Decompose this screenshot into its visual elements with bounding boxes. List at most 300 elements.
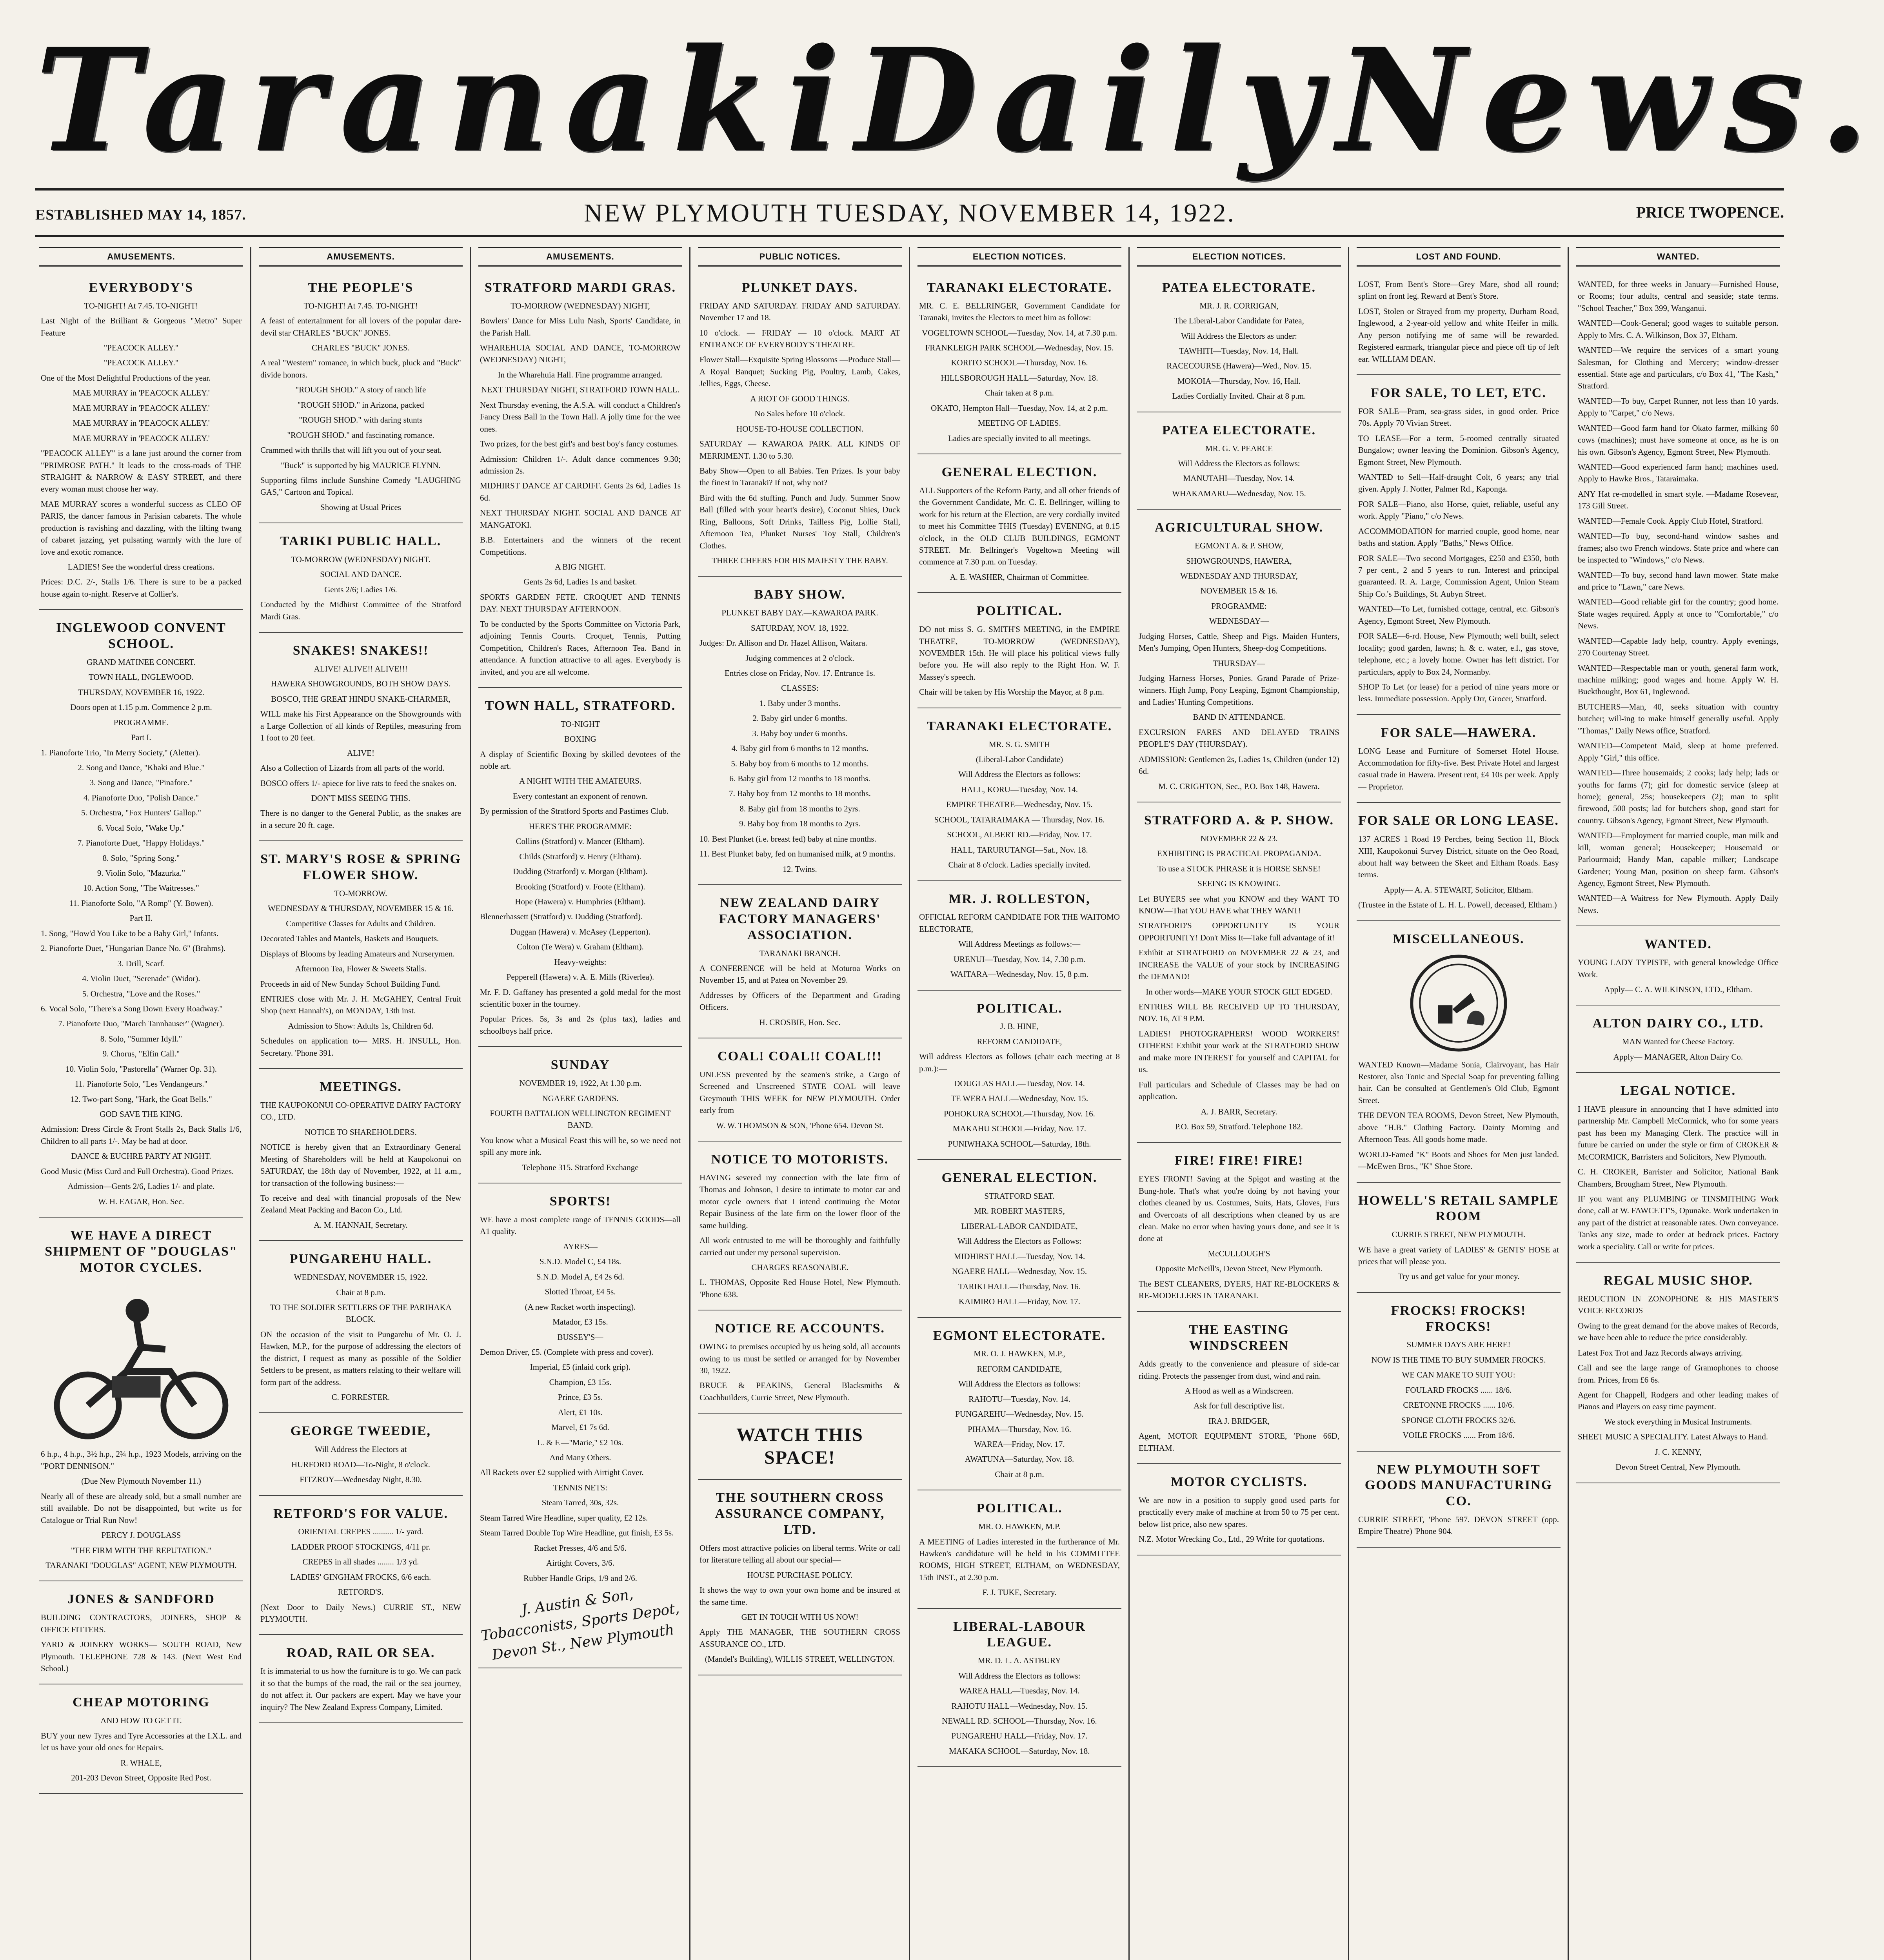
- ad-text-line: Apply THE MANAGER, THE SOUTHERN CROSS ASSURANCE CO., LTD.: [699, 1627, 900, 1649]
- ad-text-line: A. J. BARR, Secretary.: [1201, 1107, 1277, 1116]
- ad-text-line: NEXT THURSDAY NIGHT. SOCIAL AND DANCE AT MANGATOKI.: [480, 508, 681, 530]
- advertisement: [917, 458, 1121, 593]
- ad-text-line: RAHOTU HALL—Wednesday, Nov. 15.: [951, 1701, 1088, 1711]
- ad-text-line: Every contestant an exponent of renown.: [512, 791, 648, 801]
- ad-text-line: RACECOURSE (Hawera)—Wed., Nov. 15.: [1166, 361, 1312, 371]
- ad-text-line: TENNIS NETS:: [553, 1483, 608, 1492]
- ad-text-line: UNLESS prevented by the seamen's strike, a Cargo of Screened and Unscreened STATE COAL will leave Greymouth THIS WEEK for NEW PLYMOUTH. Order early from: [699, 1069, 900, 1115]
- ad-heading: FIRE! FIRE! FIRE!: [1174, 1153, 1304, 1168]
- ad-text-line: "ROUGH SHOD." with daring stunts: [299, 415, 423, 425]
- ad-text-line: Exhibit at STRATFORD on NOVEMBER 22 & 23, and INCREASE the VALUE of your stock by INCREASING the DEMAND!: [1139, 948, 1339, 982]
- ad-text-line: It shows the way to own your own home and be insured at the same time.: [699, 1585, 900, 1607]
- ad-text-line: WHAREHUIA SOCIAL AND DANCE, TO-MORROW (WEDNESDAY) NIGHT,: [480, 343, 681, 365]
- ad-text-line: 9. Baby boy from 18 months to 2yrs.: [739, 819, 861, 829]
- ad-text-line: Nearly all of these are already sold, but a small number are still available. Do not be disappointed, but write us for Catalogue or Trial Run Now!: [41, 1491, 242, 1525]
- ad-text-line: TAWHITI—Tuesday, Nov. 14, Hall.: [1179, 346, 1299, 356]
- ad-text-line: 3. Drill, Scarf.: [117, 958, 165, 968]
- ad-text-line: W. H. EAGAR, Hon. Sec.: [98, 1196, 184, 1206]
- ad-text-line: Hope (Hawera) v. Humphries (Eltham).: [515, 897, 646, 906]
- ad-text-line: DO not miss S. G. SMITH'S MEETING, in the EMPIRE THEATRE, TO-MORROW (WEDNESDAY), NOVEMBER 15th. He will place his political views fully before you. He will also reply to the Right Hon. W. F. Massey's speech.: [919, 624, 1120, 682]
- ad-text-line: 9. Violin Solo, "Mazurka.": [97, 868, 185, 878]
- issue-dateline: NEW PLYMOUTH TUESDAY, NOVEMBER 14, 1922.: [584, 199, 1235, 227]
- ad-text-line: The Liberal-Labor Candidate for Patea,: [1174, 316, 1304, 326]
- ad-text-line: "ROUGH SHOD." and fascinating romance.: [287, 430, 434, 440]
- ad-text-line: Apply— A. A. STEWART, Solicitor, Eltham.: [1384, 885, 1533, 895]
- ad-text-line: PUNGAREHU HALL—Friday, Nov. 17.: [951, 1731, 1088, 1741]
- ad-heading: COAL! COAL!! COAL!!!: [718, 1049, 882, 1064]
- column-divider: [1128, 247, 1130, 1960]
- ad-heading: RETFORD'S FOR VALUE.: [273, 1506, 448, 1521]
- ad-text-line: MR. G. V. PEARCE: [1205, 443, 1273, 453]
- advertisement: [1357, 1187, 1561, 1293]
- ad-text-line: Will Address the Electors at: [314, 1445, 407, 1454]
- ad-text-line: 3. Baby boy under 6 months.: [752, 728, 848, 738]
- ad-text-line: 5. Orchestra, "Fox Hunters' Gallop.": [81, 808, 202, 818]
- ad-text-line: Agent, MOTOR EQUIPMENT STORE, 'Phone 66D, ELTHAM.: [1139, 1431, 1339, 1453]
- ad-text-line: PROGRAMME:: [1211, 601, 1267, 611]
- ad-text-line: Chair at 8 o'clock. Ladies specially invited.: [948, 860, 1091, 870]
- ad-heading: LIBERAL-LABOUR LEAGUE.: [953, 1619, 1086, 1650]
- ad-text-line: EXHIBITING IS PRACTICAL PROPAGANDA.: [1157, 849, 1321, 858]
- ad-text-line: BOSCO, THE GREAT HINDU SNAKE-CHARMER,: [271, 694, 451, 704]
- ad-heading: EGMONT ELECTORATE.: [933, 1328, 1106, 1343]
- ad-text-line: EXCURSION FARES AND DELAYED TRAINS PEOPLE'S DAY (THURSDAY).: [1139, 727, 1339, 749]
- ad-text-line: NGAERE GARDENS.: [542, 1093, 619, 1103]
- ad-text-line: (Next Door to Daily News.) CURRIE ST., NEW PLYMOUTH.: [260, 1602, 461, 1624]
- ad-text-line: WAREA—Friday, Nov. 17.: [974, 1439, 1065, 1449]
- ad-text-line: Will Address Meetings as follows:—: [958, 939, 1081, 949]
- ad-text-line: Collins (Stratford) v. Mancer (Eltham).: [516, 837, 645, 846]
- ad-text-line: Chair taken at 8 p.m.: [985, 388, 1054, 398]
- ad-text-line: Opposite McNeill's, Devon Street, New Plymouth.: [1155, 1264, 1323, 1274]
- ad-text-line: Chair will be taken by His Worship the Mayor, at 8 p.m.: [919, 687, 1104, 697]
- ad-text-line: EMPIRE THEATRE—Wednesday, Nov. 15.: [946, 800, 1093, 809]
- ad-text-line: Decorated Tables and Mantels, Baskets and Bouquets.: [260, 934, 439, 944]
- ad-text-line: SUMMER DAYS ARE HERE!: [1406, 1340, 1511, 1350]
- ad-text-line: Part I.: [131, 733, 151, 742]
- ad-text-line: MIDHIRST DANCE AT CARDIFF. Gents 2s 6d, Ladies 1s 6d.: [480, 481, 681, 503]
- column-header: LOST AND FOUND.: [1357, 247, 1561, 267]
- ad-text-line: WANTED—To Let, furnished cottage, central, etc. Gibson's Agency, Egmont Street, New Plymouth.: [1358, 604, 1559, 626]
- advertisement: [39, 1688, 243, 1794]
- ad-text-line: BRUCE & PEAKINS, General Blacksmiths & Coachbuilders, Currie Street, New Plymouth.: [699, 1381, 900, 1402]
- ad-text-line: By permission of the Stratford Sports and Pastimes Club.: [480, 806, 669, 816]
- ad-text-line: Gents 2s 6d, Ladies 1s and basket.: [523, 577, 637, 587]
- ad-text-line: To receive and deal with financial proposals of the New Zealand Meat Packing and Bacon Co., Ltd.: [260, 1193, 461, 1215]
- advertisement: [698, 1417, 902, 1480]
- ad-text-line: 8. Baby girl from 18 months to 2yrs.: [739, 804, 860, 813]
- ad-text-line: Dudding (Stratford) v. Morgan (Eltham).: [513, 867, 648, 877]
- ad-text-line: P.O. Box 59, Stratford. Telephone 182.: [1175, 1122, 1303, 1131]
- ad-text-line: 6. Baby girl from 12 months to 18 months.: [729, 774, 870, 784]
- ad-text-line: "PEACOCK ALLEY.": [104, 358, 179, 368]
- ad-text-line: AWATUNA—Saturday, Nov. 18.: [965, 1454, 1074, 1464]
- ad-text-line: Call and see the large range of Gramophones to choose from. Prices, from £6 6s.: [1578, 1363, 1779, 1385]
- column-divider: [1568, 247, 1569, 1960]
- ad-text-line: Steam Tarred Wire Headline, super quality, £2 12s.: [480, 1513, 648, 1523]
- ad-text-line: PIHAMA—Thursday, Nov. 16.: [968, 1424, 1071, 1434]
- ad-text-line: DANCE & EUCHRE PARTY AT NIGHT.: [71, 1151, 211, 1161]
- ad-text-line: (Mandel's Building), WILLIS STREET, WELLINGTON.: [705, 1654, 895, 1664]
- ad-heading: ST. MARY'S ROSE & SPRING FLOWER SHOW.: [260, 852, 461, 883]
- column-divider: [470, 247, 471, 1960]
- ad-text-line: MEETING OF LADIES.: [978, 418, 1061, 428]
- ad-heading: PATEA ELECTORATE.: [1162, 423, 1316, 437]
- ad-text-line: Doors open at 1.15 p.m. Commence 2 p.m.: [70, 702, 212, 712]
- ad-text-line: Alert, £1 10s.: [558, 1407, 603, 1417]
- ad-text-line: HOUSE-TO-HOUSE COLLECTION.: [736, 424, 863, 434]
- advertisement: [259, 1500, 463, 1635]
- handwritten-signature: J. Austin & Son, Tobacconists, Sports Depot, Devon St., New Plymouth: [480, 1586, 681, 1664]
- advertisement: [917, 1322, 1121, 1491]
- advertisement: [1576, 930, 1780, 1005]
- title-word: News.: [1336, 17, 1884, 183]
- ad-text-line: Apply— MANAGER, Alton Dairy Co.: [1613, 1052, 1743, 1062]
- ad-text-line: 3. Song and Dance, "Pinafore.": [89, 778, 193, 788]
- ad-text-line: Adds greatly to the convenience and pleasure of side-car riding. Protects the passenger from dust, wind and rain.: [1139, 1359, 1339, 1381]
- ad-heading: MR. J. ROLLESTON,: [948, 891, 1090, 906]
- ad-text-line: DOUGLAS HALL—Tuesday, Nov. 14.: [954, 1079, 1085, 1089]
- advertisement: [917, 712, 1121, 881]
- advertisement: [1357, 1297, 1561, 1452]
- ad-text-line: Will Address the Electors as under:: [1181, 331, 1297, 341]
- ad-text-line: SOCIAL AND DANCE.: [320, 570, 402, 579]
- ad-text-line: MR. D. L. A. ASTBURY: [977, 1656, 1061, 1666]
- ad-text-line: POHOKURA SCHOOL—Thursday, Nov. 16.: [944, 1109, 1095, 1118]
- ad-text-line: IF you want any PLUMBING or TINSMITHING Work done, call at W. FAWCETT'S, Opunake. Work undertaken in any part of the district at reasonable rates. Own conveyance. Tanks any size, made to order at bedrock prices. Factory work a speciality. Call or write for prices.: [1578, 1194, 1779, 1251]
- ad-text-line: Admission: Children 1/-. Adult dance commences 9.30; admission 2s.: [480, 454, 681, 475]
- ad-text-line: "PEACOCK ALLEY.": [104, 343, 179, 352]
- ad-text-line: A. E. WASHER, Chairman of Committee.: [950, 572, 1089, 582]
- ad-text-line: TARANAKI BRANCH.: [759, 948, 840, 958]
- ad-text-line: ORIENTAL CREPES .......... 1/- yard.: [298, 1527, 423, 1537]
- ad-text-line: HAWERA SHOWGROUNDS, BOTH SHOW DAYS.: [271, 679, 451, 689]
- ad-text-line: Conducted by the Midhirst Committee of the Stratford Mardi Gras.: [260, 600, 461, 621]
- column-header: AMUSEMENTS.: [259, 247, 463, 267]
- ad-text-line: BUSSEY'S—: [557, 1332, 603, 1342]
- ad-heading: GEORGE TWEEDIE,: [290, 1424, 431, 1439]
- ad-text-line: Devon Street Central, New Plymouth.: [1615, 1462, 1741, 1472]
- ad-text-line: LIBERAL-LABOR CANDIDATE,: [961, 1221, 1078, 1231]
- ad-text-line: 5. Orchestra, "Love and the Roses.": [82, 989, 200, 998]
- advertisement: [698, 1314, 902, 1414]
- ad-text-line: WE CAN MAKE TO SUIT YOU:: [1402, 1370, 1515, 1380]
- ad-text-line: RETFORD'S.: [338, 1587, 384, 1597]
- ad-text-line: 12. Two-part Song, "Hark, the Goat Bells.": [70, 1094, 212, 1104]
- ad-text-line: B.B. Entertainers and the winners of the recent Competitions.: [480, 535, 681, 557]
- ad-text-line: CURRIE STREET, 'Phone 597. DEVON STREET (opp. Empire Theatre) 'Phone 904.: [1358, 1514, 1559, 1536]
- ad-text-line: "THE FIRM WITH THE REPUTATION.": [71, 1545, 212, 1555]
- masthead: [35, 16, 1884, 184]
- ad-text-line: "PEACOCK ALLEY" is a lane just around the corner from "PRIMROSE PATH." It leads to the cross-roads of THE STRAIGHT & NARROW & EASY STREET, and there every woman must choose her way.: [41, 448, 242, 494]
- column-header: AMUSEMENTS.: [39, 247, 243, 267]
- ad-text-line: OKATO, Hempton Hall—Tuesday, Nov. 14, at 2 p.m.: [931, 403, 1108, 413]
- ad-text-line: WANTED Known—Madame Sonia, Clairvoyant, has Hair Restorer, also Tonic and Special Soap for preventing falling hair. Can be consulted at Gentlemen's Old Club, Egmont Street.: [1358, 1060, 1559, 1105]
- ad-text-line: REDUCTION IN ZONOPHONE & HIS MASTER'S VOICE RECORDS: [1578, 1294, 1779, 1316]
- ad-text-line: BUY your new Tyres and Tyre Accessories at the I.X.L. and let us have your old ones for Repairs.: [41, 1731, 242, 1753]
- ad-text-line: OWING to premises occupied by us being sold, all accounts owing to us must be settled or arranged for by November 30, 1922.: [699, 1342, 900, 1375]
- ad-text-line: Proceeds in aid of New Sunday School Building Fund.: [260, 979, 441, 989]
- ad-text-line: NGAERE HALL—Wednesday, Nov. 15.: [952, 1267, 1087, 1276]
- ad-heading: TOWN HALL, STRATFORD.: [485, 698, 676, 713]
- ad-text-line: All Rackets over £2 supplied with Airtight Cover.: [480, 1468, 644, 1477]
- ad-text-line: BAND IN ATTENDANCE.: [1193, 712, 1285, 722]
- ad-text-line: TO-MORROW (WEDNESDAY) NIGHT.: [291, 555, 431, 564]
- ad-text-line: Judges: Dr. Allison and Dr. Hazel Allison, Waitara.: [699, 638, 867, 648]
- ad-heading: THE PEOPLE'S: [308, 280, 414, 295]
- advertisement: [1137, 1316, 1341, 1465]
- ad-text-line: Afternoon Tea, Flower & Sweets Stalls.: [295, 964, 427, 974]
- ad-text-line: No Sales before 10 o'clock.: [754, 409, 845, 419]
- advertisement: [917, 274, 1121, 454]
- ad-text-line: Competitive Classes for Adults and Children.: [286, 918, 436, 928]
- advertisement: [1357, 274, 1561, 375]
- ad-text-line: To use a STOCK PHRASE it is HORSE SENSE!: [1157, 864, 1321, 873]
- ad-heading: WATCH THIS SPACE!: [736, 1425, 863, 1468]
- ad-text-line: LADIES! See the wonderful dress creations.: [67, 562, 215, 572]
- ad-text-line: 2. Pianoforte Duet, "Hungarian Dance No. 6" (Brahms).: [41, 944, 226, 953]
- ad-text-line: BUTCHERS—Man, 40, seeks situation with country butcher; will-ing to make himself generally useful. Apply "Thomas," Daily News office, Stratford.: [1578, 702, 1779, 735]
- ad-text-line: Prices: D.C. 2/-, Stalls 1/6. There is sure to be a packed house again to-night. Reserve at Collier's.: [41, 577, 242, 599]
- advertisement: [39, 1221, 243, 1581]
- ad-text-line: WANTED—To buy, Carpet Runner, not less than 10 yards. Apply to "Carpet," c/o News.: [1578, 396, 1779, 418]
- ad-heading: STRATFORD A. & P. SHOW.: [1144, 813, 1334, 828]
- ad-text-line: Admission to Show: Adults 1s, Children 6d.: [288, 1021, 434, 1031]
- ad-text-line: "Buck" is supported by big MAURICE FLYNN.: [281, 460, 441, 470]
- ad-text-line: 10. Violin Solo, "Pastorella" (Warner Op. 31).: [65, 1064, 217, 1074]
- ad-text-line: NOVEMBER 22 & 23.: [1200, 833, 1278, 843]
- ad-text-line: WANTED—Female Cook. Apply Club Hotel, Stratford.: [1578, 516, 1763, 526]
- advertisement: [698, 1145, 902, 1310]
- ad-text-line: TO-MORROW (WEDNESDAY) NIGHT,: [511, 301, 650, 310]
- ad-text-line: PROGRAMME.: [113, 717, 169, 727]
- ad-text-line: McCULLOUGH'S: [1208, 1249, 1270, 1258]
- ad-text-line: PUNIWHAKA SCHOOL—Saturday, 18th.: [948, 1139, 1091, 1149]
- ad-text-line: WANTED—Three housemaids; 2 cooks; lady help; lads or youths for farms (7); girl for domestic service (sleep at home); general, 25s; housekeepers (2); man to split firewood, 500 posts; lad for butchers shop, good start for country. Gibson's Agency, Egmont Street, New Plymouth.: [1578, 768, 1779, 825]
- ad-text-line: TO-NIGHT! At 7.45. TO-NIGHT!: [303, 301, 418, 310]
- ad-heading: PUNGAREHU HALL.: [289, 1252, 432, 1267]
- ad-text-line: NOW IS THE TIME TO BUY SUMMER FROCKS.: [1371, 1355, 1546, 1365]
- ad-text-line: PUNGAREHU—Wednesday, Nov. 15.: [955, 1409, 1084, 1419]
- advertisement: [1137, 1147, 1341, 1312]
- ad-text-line: GOD SAVE THE KING.: [100, 1109, 183, 1119]
- ad-text-line: Pepperell (Hawera) v. A. E. Mills (Riverlea).: [506, 972, 654, 982]
- ad-text-line: Slotted Throat, £4 5s.: [545, 1287, 616, 1297]
- advertisement: [1576, 1009, 1780, 1073]
- ad-text-line: Mr. F. D. Gaffaney has presented a gold medal for the most scientific boxer in the tourney.: [480, 987, 681, 1009]
- ad-text-line: A display of Scientific Boxing by skilled devotees of the noble art.: [480, 749, 681, 771]
- ad-text-line: ADMISSION: Gentlemen 2s, Ladies 1s, Children (under 12) 6d.: [1139, 754, 1339, 776]
- ad-text-line: WANTED—Good farm hand for Okato farmer, milking 60 cows (machines); must have someone at once, as he is on his own. Gibson's Agency, Egmont Street, New Plymouth.: [1578, 423, 1779, 457]
- ad-text-line: AND HOW TO GET IT.: [100, 1716, 182, 1726]
- ad-text-line: VOGELTOWN SCHOOL—Tuesday, Nov. 14, at 7.30 p.m.: [921, 328, 1117, 338]
- ad-text-line: 6. Vocal Solo, "There's a Song Down Every Roadway.": [41, 1004, 223, 1013]
- ad-text-line: FRANKLEIGH PARK SCHOOL—Wednesday, Nov. 15.: [925, 343, 1114, 352]
- ad-heading: FOR SALE, TO LET, ETC.: [1371, 385, 1546, 400]
- advertisement: [1357, 807, 1561, 921]
- ad-text-line: HURFORD ROAD—To-Night, 8 o'clock.: [291, 1459, 431, 1469]
- ad-text-line: 8. Solo, "Summer Idyll.": [100, 1034, 182, 1044]
- ad-text-line: Rubber Handle Grips, 1/9 and 2/6.: [523, 1573, 637, 1583]
- advertisement: [259, 845, 463, 1069]
- ad-text-line: Baby Show—Open to all Babies. Ten Prizes. Is your baby the finest in Taranaki? If not, why not?: [699, 466, 900, 488]
- ad-text-line: WORLD-Famed "K" Boots and Shoes for Men just landed.—McEwen Bros., "K" Shoe Store.: [1358, 1149, 1559, 1171]
- ad-text-line: Offers most attractive policies on liberal terms. Write or call for literature telling all about our special—: [699, 1543, 900, 1565]
- ad-text-line: IRA J. BRIDGER,: [1208, 1416, 1270, 1426]
- ad-text-line: "ROUGH SHOD." A story of ranch life: [295, 385, 426, 395]
- column-header: ELECTION NOTICES.: [1137, 247, 1341, 267]
- ad-text-line: "ROUGH SHOD." in Arizona, packed: [297, 400, 424, 410]
- ad-text-line: Will Address the Electors as Follows:: [957, 1236, 1081, 1246]
- ad-text-line: TO LEASE—For a term, 5-roomed centrally situated Bungalow; owner leaving the Dominion. Gibson's Agency, Egmont Street, New Plymouth.: [1358, 433, 1559, 467]
- ad-heading: SNAKES! SNAKES!!: [293, 643, 429, 658]
- advertisement: [1137, 514, 1341, 802]
- ad-text-line: J. C. KENNY,: [1655, 1447, 1702, 1457]
- column-6: [1137, 247, 1341, 1960]
- ad-text-line: MR. O. HAWKEN, M.P.: [978, 1522, 1061, 1532]
- ad-heading: STRATFORD MARDI GRAS.: [484, 280, 676, 295]
- ad-heading: THE EASTING WINDSCREEN: [1189, 1322, 1289, 1353]
- ad-text-line: TO-NIGHT! At 7.45. TO-NIGHT!: [84, 301, 198, 310]
- ad-text-line: Ladies Cordially Invited. Chair at 8 p.m.: [1172, 391, 1306, 401]
- ad-heading: POLITICAL.: [976, 1001, 1063, 1016]
- ad-heading: GENERAL ELECTION.: [941, 465, 1097, 480]
- ad-text-line: TO THE SOLDIER SETTLERS OF THE PARIHAKA BLOCK.: [270, 1302, 452, 1324]
- ad-text-line: MAE MURRAY in 'PEACOCK ALLEY.': [73, 433, 210, 443]
- ad-text-line: MOKOIA—Thursday, Nov. 16, Hall.: [1177, 376, 1301, 386]
- ad-text-line: STRATFORD'S OPPORTUNITY IS YOUR OPPORTUNITY! Don't Miss It—Take full advantage of it!: [1139, 921, 1339, 942]
- ad-text-line: A CONFERENCE will be held at Moturoa Works on November 15, and at Patea on November 29.: [699, 963, 900, 985]
- ad-text-line: (A new Racket worth inspecting).: [525, 1302, 636, 1312]
- ad-text-line: Will Address the Electors as follows:: [958, 1671, 1081, 1681]
- ad-heading: THE SOUTHERN CROSS ASSURANCE COMPANY, LTD.: [715, 1490, 885, 1537]
- ad-text-line: Heavy-weights:: [554, 957, 607, 967]
- ad-text-line: In the Wharehuia Hall. Fine programme arranged.: [498, 370, 663, 379]
- ad-text-line: Part II.: [129, 913, 153, 923]
- ad-text-line: 12. Twins.: [783, 864, 817, 874]
- ad-text-line: LADIES! PHOTOGRAPHERS! WOOD WORKERS! OTHERS! Exhibit your work at the STRATFORD SHOW and make more INTEREST for yourself and CAPITAL for us.: [1139, 1029, 1339, 1074]
- ad-heading: POLITICAL.: [976, 604, 1063, 619]
- ad-heading: TARANAKI ELECTORATE.: [927, 719, 1112, 733]
- ad-text-line: We are now in a position to supply good used parts for practically every make of machine at from 50 to 75 per cent. below list price, also new spares.: [1139, 1495, 1339, 1529]
- ad-heading: MOTOR CYCLISTS.: [1170, 1475, 1308, 1490]
- ad-heading: WE HAVE A DIRECT SHIPMENT OF "DOUGLAS" MOTOR CYCLES.: [45, 1228, 238, 1275]
- ad-heading: LEGAL NOTICE.: [1620, 1083, 1736, 1098]
- ad-text-line: WHAKAMARU—Wednesday, Nov. 15.: [1172, 488, 1306, 498]
- advertisement: [39, 614, 243, 1218]
- advertisement: [259, 1073, 463, 1241]
- price-label: PRICE TWOPENCE.: [1636, 203, 1784, 221]
- ad-text-line: KAIMIRO HALL—Friday, Nov. 17.: [959, 1297, 1080, 1307]
- ad-text-line: Will address Electors as follows (chair each meeting at 8 p.m.):—: [919, 1052, 1120, 1073]
- ad-text-line: CHARGES REASONABLE.: [751, 1262, 848, 1272]
- ad-heading: PATEA ELECTORATE.: [1162, 280, 1316, 295]
- ad-text-line: I HAVE pleasure in announcing that I have admitted into partnership Mr. Campbell McCormick, who for some years past has been my Managing Clerk. The practice will in future be carried on under the style or firm of CROKER & McCORMICK, Barristers and Solicitors, New Plymouth.: [1578, 1104, 1779, 1161]
- ad-text-line: NEWALL RD. SCHOOL—Thursday, Nov. 16.: [942, 1716, 1097, 1726]
- ad-text-line: CURRIE STREET, NEW PLYMOUTH.: [1392, 1230, 1526, 1240]
- ad-text-line: Champion, £3 15s.: [549, 1377, 612, 1387]
- ad-text-line: MR. S. G. SMITH: [988, 739, 1050, 749]
- ad-text-line: MAKAKA SCHOOL—Saturday, Nov. 18.: [949, 1746, 1090, 1756]
- ad-text-line: VOILE FROCKS ...... From 18/6.: [1403, 1430, 1515, 1440]
- ad-heading: JONES & SANDFORD: [67, 1592, 215, 1607]
- ad-text-line: Let BUYERS see what you KNOW and they WANT TO KNOW—That YOU HAVE what THEY WANT!: [1139, 894, 1339, 915]
- ad-text-line: Brooking (Stratford) v. Foote (Eltham).: [515, 882, 645, 891]
- ad-text-line: WEDNESDAY & THURSDAY, NOVEMBER 15 & 16.: [267, 904, 454, 913]
- column-4: [698, 247, 902, 1960]
- ad-text-line: 1. Baby under 3 months.: [759, 698, 841, 708]
- ad-text-line: C. FORRESTER.: [331, 1392, 390, 1402]
- advertisement: [1137, 806, 1341, 1143]
- ad-text-line: GET IN TOUCH WITH US NOW!: [741, 1612, 859, 1622]
- ad-text-line: NOVEMBER 19, 1922, At 1.30 p.m.: [519, 1078, 641, 1088]
- ad-text-line: 1. Song, "How'd You Like to be a Baby Girl," Infants.: [41, 928, 219, 938]
- ad-text-line: SHOP To Let (or lease) for a period of nine years more or less. Immediate possession. Apply Orr, Grocer, Stratford.: [1358, 682, 1559, 704]
- ad-text-line: WANTED—To buy, second-hand window sashes and frames; also two French windows. State price and where can be inspected to "Windows," c/o News.: [1578, 531, 1779, 565]
- ad-text-line: GRAND MATINEE CONCERT.: [87, 657, 196, 667]
- advertisement: [1357, 379, 1561, 715]
- ad-text-line: SCHOOL, TATARAIMAKA — Thursday, Nov. 16.: [934, 815, 1105, 824]
- ad-text-line: F. J. TUKE, Secretary.: [982, 1588, 1057, 1597]
- ad-text-line: WILL make his First Appearance on the Showgrounds with a Large Collection of all kinds of Reptiles, measuring from 1 foot to 20 feet.: [260, 709, 461, 743]
- ad-text-line: One of the Most Delightful Productions of the year.: [41, 373, 211, 383]
- ad-text-line: 5. Baby boy from 6 months to 12 months.: [731, 759, 869, 768]
- ad-text-line: MR. J. R. CORRIGAN,: [1199, 301, 1279, 310]
- ad-text-line: MANUTAHI—Tuesday, Nov. 14.: [1183, 474, 1295, 483]
- ad-text-line: WANTED—Competent Maid, sleep at home preferred. Apply "Girl," this office.: [1578, 741, 1779, 762]
- ad-text-line: Demon Driver, £5. (Complete with press and cover).: [480, 1347, 654, 1357]
- advertisement: [478, 692, 682, 1047]
- ad-text-line: HALL, TARURUTANGI—Sat., Nov. 18.: [951, 845, 1088, 855]
- ad-text-line: You know what a Musical Feast this will be, so we need not spill any more ink.: [480, 1135, 681, 1157]
- advertisement: [917, 597, 1121, 708]
- ad-text-line: FOR SALE—Pram, sea-grass sides, in good order. Price 70s. Apply 70 Vivian Street.: [1358, 406, 1559, 428]
- ad-text-line: LOST, From Bent's Store—Grey Mare, shod all round; splint on front leg. Reward at Bent's Store.: [1358, 279, 1559, 301]
- advertisement: [698, 274, 902, 577]
- advertisement: [917, 995, 1121, 1160]
- ad-text-line: WANTED to Sell—Half-draught Colt, 6 years; any trial given. Apply J. Notter, Palmer Rd., Kaponga.: [1358, 472, 1559, 494]
- ad-text-line: N.Z. Motor Wrecking Co., Ltd., 29 Write for quotations.: [1139, 1534, 1325, 1544]
- ad-text-line: And Many Others.: [549, 1453, 611, 1463]
- ad-text-line: THURSDAY—: [1213, 658, 1265, 668]
- ad-text-line: Apply— C. A. WILKINSON, LTD., Eltham.: [1604, 985, 1752, 994]
- ad-heading: SUNDAY: [550, 1058, 610, 1073]
- ad-text-line: A MEETING of Ladies interested in the furtherance of Mr. Hawken's candidature will be held in his COMMITTEE ROOMS, HIGH STREET, ELTHAM, on WEDNESDAY, 15th INST., at 2.30 p.m.: [919, 1537, 1120, 1582]
- ad-text-line: SEEING IS KNOWING.: [1197, 879, 1281, 889]
- ad-text-line: REFORM CANDIDATE,: [977, 1036, 1062, 1046]
- ad-text-line: 8. Solo, "Spring Song.": [102, 853, 180, 863]
- ad-text-line: THE KAUPOKONUI CO-OPERATIVE DAIRY FACTORY CO., LTD.: [260, 1100, 461, 1122]
- ad-heading: MEETINGS.: [320, 1080, 402, 1094]
- ad-heading: BABY SHOW.: [754, 587, 846, 602]
- column-3: [478, 247, 682, 1960]
- ad-text-line: 11. Pianoforte Solo, "A Romp" (Y. Bowen).: [69, 898, 213, 908]
- ad-text-line: MAE MURRAY in 'PEACOCK ALLEY.': [73, 388, 210, 398]
- advertisement: [478, 1051, 682, 1183]
- ad-text-line: MR. O. J. HAWKEN, M.P.,: [974, 1349, 1065, 1359]
- ad-text-line: NOTICE is hereby given that an Extraordinary General Meeting of Shareholders will be held at Kaupokonui on SATURDAY, the 18th day of November, 1922, at 11 a.m., for transaction of the following business:—: [260, 1142, 461, 1188]
- ad-heading: FOR SALE OR LONG LEASE.: [1358, 813, 1559, 828]
- ad-text-line: REFORM CANDIDATE,: [977, 1364, 1062, 1374]
- ad-text-line: It is immaterial to us how the furniture is to go. We can pack it so that the bumps of the road, the rail or the sea journey, do not affect it. Our packers are expert. May we have your inquiry? The New Zealand Express Company, Limited.: [260, 1666, 461, 1712]
- ad-text-line: LADDER PROOF STOCKINGS, 4/11 pr.: [291, 1542, 431, 1552]
- title-word: Daily: [855, 17, 1337, 183]
- ad-text-line: Judging Harness Horses, Ponies. Grand Parade of Prize-winners. High Jump, Pony Leaping, Egmont Championship, and Ladies' Hunting Competitions.: [1139, 673, 1339, 707]
- ad-text-line: FOR SALE—6-rd. House, New Plymouth; well built, select locality; good garden, lawns; h. & c. water, e.l., gas stove, telephone, etc.; a lovely home. Owner has left district. For particulars, apply to Box 24, Normanby.: [1358, 631, 1559, 677]
- advertisement: [259, 637, 463, 841]
- ad-text-line: NOTICE TO SHAREHOLDERS.: [305, 1127, 417, 1137]
- ad-text-line: A. M. HANNAH, Secretary.: [314, 1220, 408, 1230]
